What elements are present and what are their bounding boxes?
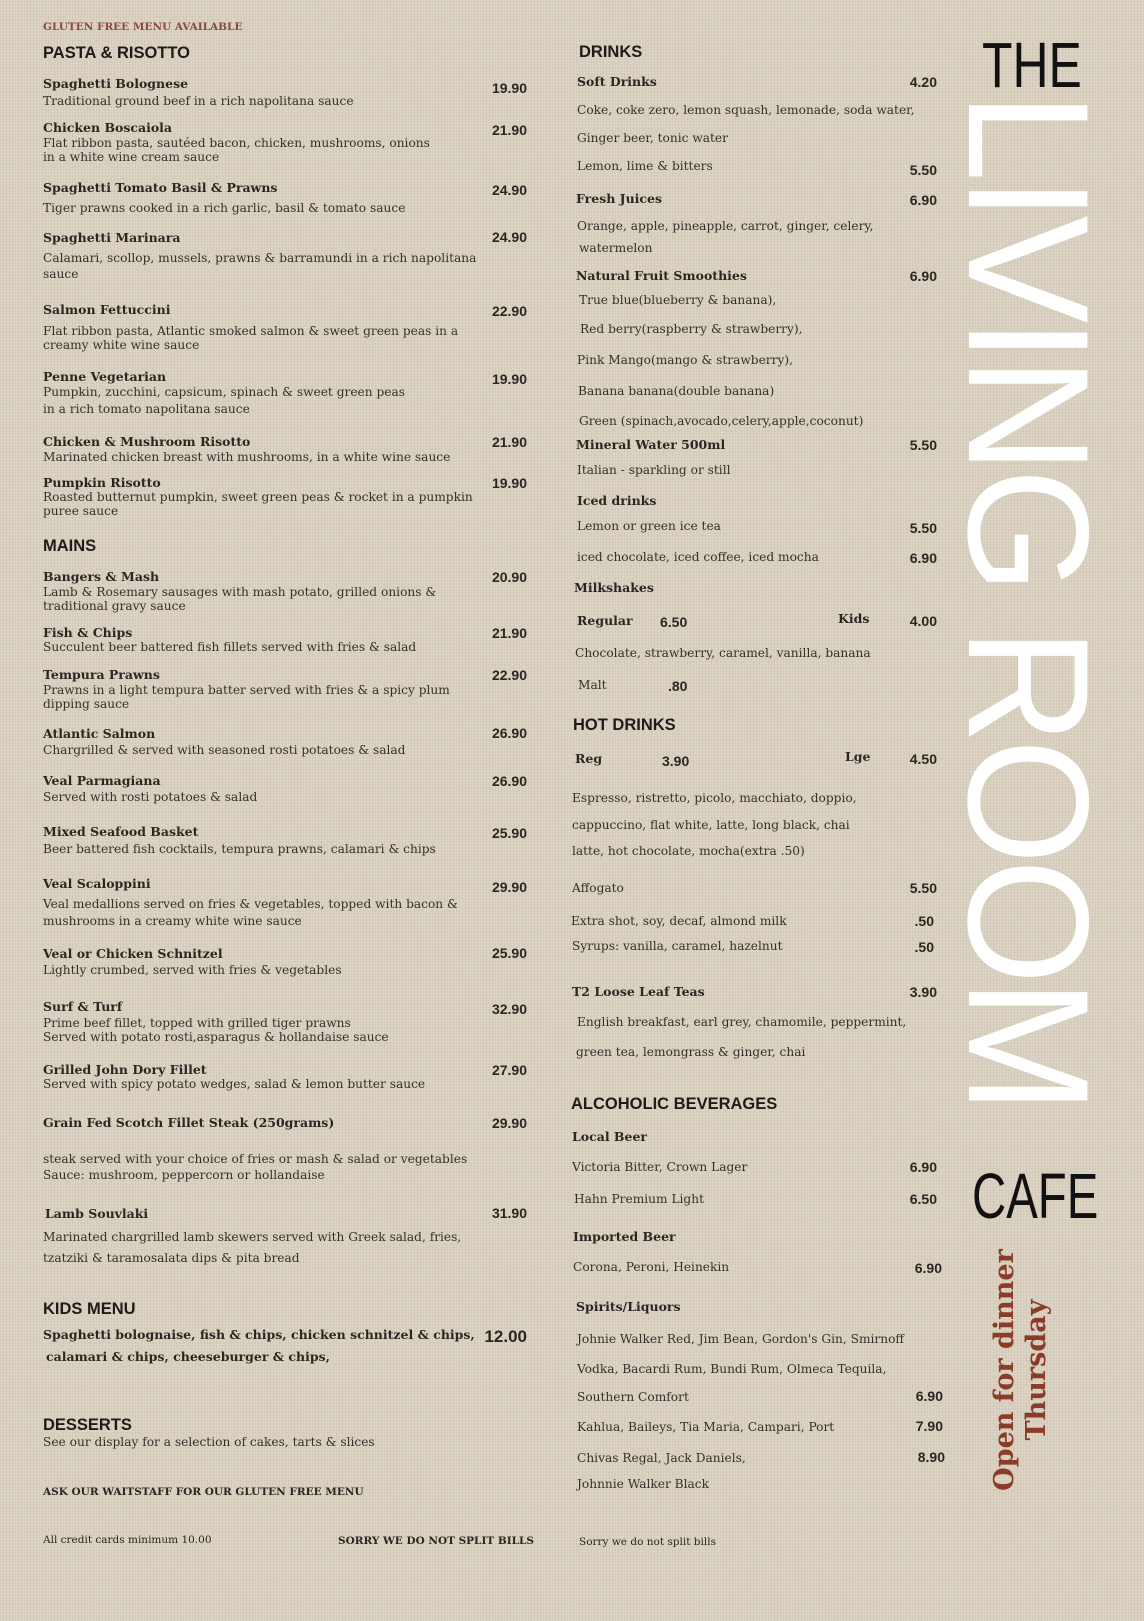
- item-description: dipping sauce: [43, 697, 130, 711]
- brand-the: THE: [982, 29, 1082, 101]
- item-name: Lamb Souvlaki: [45, 1206, 149, 1221]
- item-description: Chivas Regal, Jack Daniels,: [577, 1451, 746, 1465]
- item-name: Grain Fed Scotch Fillet Steak (250grams): [43, 1115, 335, 1130]
- item-description: cappuccino, flat white, latte, long black, chai: [572, 818, 850, 832]
- item-description: Lemon, lime & bitters: [577, 159, 713, 173]
- item-price: 6.90: [914, 1260, 942, 1276]
- item-name: Chicken & Mushroom Risotto: [43, 434, 251, 449]
- item-price: 19.90: [491, 371, 527, 387]
- item-price: 5.50: [909, 880, 937, 896]
- desserts-description: See our display for a selection of cakes, tarts & slices: [43, 1435, 375, 1449]
- item-price: 3.90: [909, 984, 937, 1000]
- item-description: Prime beef fillet, topped with grilled tiger prawns: [43, 1016, 351, 1030]
- item-name: Grilled John Dory Fillet: [43, 1062, 207, 1077]
- item-description: Johnie Walker Red, Jim Bean, Gordon's Gin, Smirnoff: [577, 1332, 905, 1346]
- item-description: Orange, apple, pineapple, carrot, ginger, celery,: [577, 219, 874, 233]
- item-description: Johnnie Walker Black: [577, 1477, 710, 1491]
- brand-living-room: LIVING ROOM: [932, 92, 1124, 1108]
- item-price: .50: [914, 913, 934, 929]
- item-price: 6.90: [909, 192, 937, 208]
- item-name: Natural Fruit Smoothies: [576, 268, 747, 283]
- item-description: sauce: [43, 267, 79, 281]
- item-price: 19.90: [491, 475, 527, 491]
- item-name: Fresh Juices: [576, 191, 663, 206]
- item-price: 4.50: [909, 751, 937, 767]
- item-price: 19.90: [491, 80, 527, 96]
- item-name: Fish & Chips: [43, 625, 133, 640]
- item-price: 32.90: [491, 1001, 527, 1017]
- section-title-drinks: DRINKS: [579, 43, 643, 61]
- section-title-pasta: PASTA & RISOTTO: [43, 44, 190, 62]
- item-name: Pumpkin Risotto: [43, 475, 161, 490]
- item-description: Marinated chicken breast with mushrooms, in a white wine sauce: [43, 450, 451, 464]
- item-name: Atlantic Salmon: [43, 726, 156, 741]
- item-description: Pink Mango(mango & strawberry),: [577, 353, 793, 367]
- item-description: Roasted butternut pumpkin, sweet green peas & rocket in a pumpkin: [43, 490, 473, 504]
- item-price: 25.90: [491, 945, 527, 961]
- item-description: Lightly crumbed, served with fries & vegetables: [43, 963, 342, 977]
- open-for-dinner-banner: [989, 1235, 1055, 1505]
- item-price: 5.50: [909, 162, 937, 178]
- item-price: 4.20: [909, 74, 937, 90]
- item-description: Vodka, Bacardi Rum, Bundi Rum, Olmeca Tequila,: [577, 1362, 887, 1376]
- item-description: Italian - sparkling or still: [577, 463, 731, 477]
- item-price: 27.90: [491, 1062, 527, 1078]
- item-description: mushrooms in a creamy white wine sauce: [43, 914, 302, 928]
- item-name: Mineral Water 500ml: [576, 437, 726, 452]
- item-price: 5.50: [909, 437, 937, 453]
- item-price: 7.90: [915, 1418, 943, 1434]
- item-price: 6.90: [909, 550, 937, 566]
- item-price: .80: [668, 678, 688, 694]
- item-description: Succulent beer battered fish fillets served with fries & salad: [43, 640, 417, 654]
- item-description: Marinated chargrilled lamb skewers served with Greek salad, fries,: [43, 1230, 462, 1244]
- size-label: Kids: [838, 611, 870, 626]
- item-description: puree sauce: [43, 504, 119, 518]
- kids-items: calamari & chips, cheeseburger & chips,: [46, 1349, 330, 1364]
- item-name: T2 Loose Leaf Teas: [572, 984, 705, 999]
- item-name: Spaghetti Bolognese: [43, 76, 189, 91]
- item-price: 22.90: [491, 667, 527, 683]
- item-name: Spirits/Liquors: [576, 1299, 681, 1314]
- item-description: English breakfast, earl grey, chamomile, peppermint,: [577, 1015, 907, 1029]
- item-description: Coke, coke zero, lemon squash, lemonade, soda water,: [577, 103, 915, 117]
- item-description: Espresso, ristretto, picolo, macchiato, doppio,: [572, 791, 857, 805]
- section-title-hot-drinks: HOT DRINKS: [573, 716, 676, 734]
- item-description: Victoria Bitter, Crown Lager: [572, 1160, 748, 1174]
- item-description: True blue(blueberry & banana),: [579, 293, 777, 307]
- item-price: 6.90: [915, 1388, 943, 1404]
- item-description: Kahlua, Baileys, Tia Maria, Campari, Port: [577, 1420, 835, 1434]
- item-name: Mixed Seafood Basket: [43, 824, 199, 839]
- item-name: Iced drinks: [577, 493, 657, 508]
- item-description: Served with potato rosti,asparagus & hollandaise sauce: [43, 1030, 389, 1044]
- item-price: 22.90: [491, 303, 527, 319]
- item-description: Traditional ground beef in a rich napolitana sauce: [43, 94, 354, 108]
- item-name: Spaghetti Marinara: [43, 230, 181, 245]
- gluten-free-note: GLUTEN FREE MENU AVAILABLE: [43, 21, 243, 33]
- item-name: Veal or Chicken Schnitzel: [43, 946, 223, 961]
- item-price: 6.90: [909, 1159, 937, 1175]
- open-line: Open for dinner: [989, 1249, 1020, 1491]
- item-name: Affogato: [572, 881, 624, 895]
- item-description: Lemon or green ice tea: [577, 519, 721, 533]
- item-price: 5.50: [909, 520, 937, 536]
- item-description: latte, hot chocolate, mocha(extra .50): [572, 844, 805, 858]
- item-description: Prawns in a light tempura batter served with fries & a spicy plum: [43, 683, 450, 697]
- item-price: 24.90: [491, 182, 527, 198]
- item-description: iced chocolate, iced coffee, iced mocha: [577, 550, 819, 564]
- item-name: Soft Drinks: [577, 74, 657, 89]
- item-description: Calamari, scollop, mussels, prawns & barramundi in a rich napolitana: [43, 251, 477, 265]
- item-name: Veal Scaloppini: [43, 876, 151, 891]
- item-price: 8.90: [917, 1449, 945, 1465]
- brand-cafe: CAFE: [972, 1160, 1099, 1232]
- item-price: 4.00: [909, 613, 937, 629]
- item-description: Malt: [578, 678, 607, 692]
- item-description: steak served with your choice of fries or mash & salad or vegetables: [43, 1152, 468, 1166]
- item-description: Corona, Peroni, Heinekin: [573, 1260, 730, 1274]
- item-description: Veal medallions served on fries & vegetables, topped with bacon &: [43, 897, 458, 911]
- gluten-free-waitstaff-note: ASK OUR WAITSTAFF FOR OUR GLUTEN FREE MENU: [43, 1486, 364, 1498]
- item-name: Chicken Boscaiola: [43, 120, 173, 135]
- item-description: Syrups: vanilla, caramel, hazelnut: [572, 939, 783, 953]
- item-description: green tea, lemongrass & ginger, chai: [576, 1045, 806, 1059]
- item-description: creamy white wine sauce: [43, 338, 200, 352]
- item-description: tzatziki & taramosalata dips & pita bread: [43, 1251, 300, 1265]
- item-description: Lamb & Rosemary sausages with mash potato, grilled onions &: [43, 585, 437, 599]
- item-description: watermelon: [579, 241, 653, 255]
- no-split-bills-note: Sorry we do not split bills: [579, 1536, 716, 1548]
- item-description: Flat ribbon pasta, Atlantic smoked salmon & sweet green peas in a: [43, 324, 459, 338]
- item-description: in a rich tomato napolitana sauce: [43, 402, 250, 416]
- item-price: .50: [914, 939, 934, 955]
- item-price: 6.50: [909, 1191, 937, 1207]
- item-price: 26.90: [491, 773, 527, 789]
- item-price: 21.90: [491, 434, 527, 450]
- item-description: traditional gravy sauce: [43, 599, 186, 613]
- size-label: Reg: [575, 751, 603, 766]
- item-description: Banana banana(double banana): [578, 384, 775, 398]
- item-name: Salmon Fettuccini: [43, 302, 171, 317]
- item-description: Sauce: mushroom, peppercorn or hollandaise: [43, 1168, 325, 1182]
- open-day: Thursday: [1021, 1299, 1052, 1441]
- item-description: Green (spinach,avocado,celery,apple,coconut): [579, 414, 864, 428]
- item-price: 26.90: [491, 725, 527, 741]
- item-description: Tiger prawns cooked in a rich garlic, basil & tomato sauce: [43, 201, 406, 215]
- item-price: 24.90: [491, 229, 527, 245]
- section-title-mains: MAINS: [43, 537, 97, 555]
- item-description: Beer battered fish cocktails, tempura prawns, calamari & chips: [43, 842, 436, 856]
- item-price: 20.90: [491, 569, 527, 585]
- item-price: 31.90: [491, 1205, 527, 1221]
- item-price: 21.90: [491, 122, 527, 138]
- item-description: Chocolate, strawberry, caramel, vanilla, banana: [575, 646, 871, 660]
- item-price: 6.90: [909, 268, 937, 284]
- item-price: 25.90: [491, 825, 527, 841]
- item-description: Chargrilled & served with seasoned rosti potatoes & salad: [43, 743, 406, 757]
- item-name: Veal Parmagiana: [43, 773, 161, 788]
- item-description: Pumpkin, zucchini, capsicum, spinach & sweet green peas: [43, 385, 406, 399]
- item-description: Southern Comfort: [577, 1390, 689, 1404]
- kids-items: Spaghetti bolognaise, fish & chips, chicken schnitzel & chips,: [43, 1327, 475, 1342]
- item-description: Ginger beer, tonic water: [577, 131, 728, 145]
- item-name: Penne Vegetarian: [43, 369, 167, 384]
- item-name: Local Beer: [572, 1129, 647, 1144]
- item-price: 21.90: [491, 625, 527, 641]
- item-price: 29.90: [491, 879, 527, 895]
- item-description: Red berry(raspberry & strawberry),: [580, 322, 803, 336]
- size-label: Regular: [577, 613, 633, 628]
- item-description: in a white wine cream sauce: [43, 150, 220, 164]
- section-title-desserts: DESSERTS: [43, 1416, 132, 1434]
- item-description: Flat ribbon pasta, sautéed bacon, chicken, mushrooms, onions: [43, 136, 430, 150]
- item-name: Surf & Turf: [43, 999, 123, 1014]
- no-split-bills-note: SORRY WE DO NOT SPLIT BILLS: [338, 1535, 534, 1547]
- item-description: Extra shot, soy, decaf, almond milk: [571, 914, 787, 928]
- item-name: Spaghetti Tomato Basil & Prawns: [43, 180, 278, 195]
- item-description: Served with rosti potatoes & salad: [43, 790, 258, 804]
- item-price: 6.50: [660, 614, 688, 630]
- item-name: Bangers & Mash: [43, 569, 160, 584]
- item-description: Served with spicy potato wedges, salad & lemon butter sauce: [43, 1077, 426, 1091]
- item-description: Hahn Premium Light: [574, 1192, 704, 1206]
- kids-price: 12.00: [484, 1327, 527, 1346]
- item-name: Imported Beer: [573, 1229, 676, 1244]
- item-name: Milkshakes: [574, 580, 654, 595]
- item-name: Tempura Prawns: [43, 667, 160, 682]
- item-price: 29.90: [491, 1115, 527, 1131]
- item-price: 3.90: [662, 753, 690, 769]
- size-label: Lge: [845, 749, 871, 764]
- section-title-alcohol: ALCOHOLIC BEVERAGES: [571, 1095, 778, 1113]
- section-title-kids: KIDS MENU: [43, 1300, 136, 1318]
- credit-card-note: All credit cards minimum 10.00: [43, 1534, 212, 1546]
